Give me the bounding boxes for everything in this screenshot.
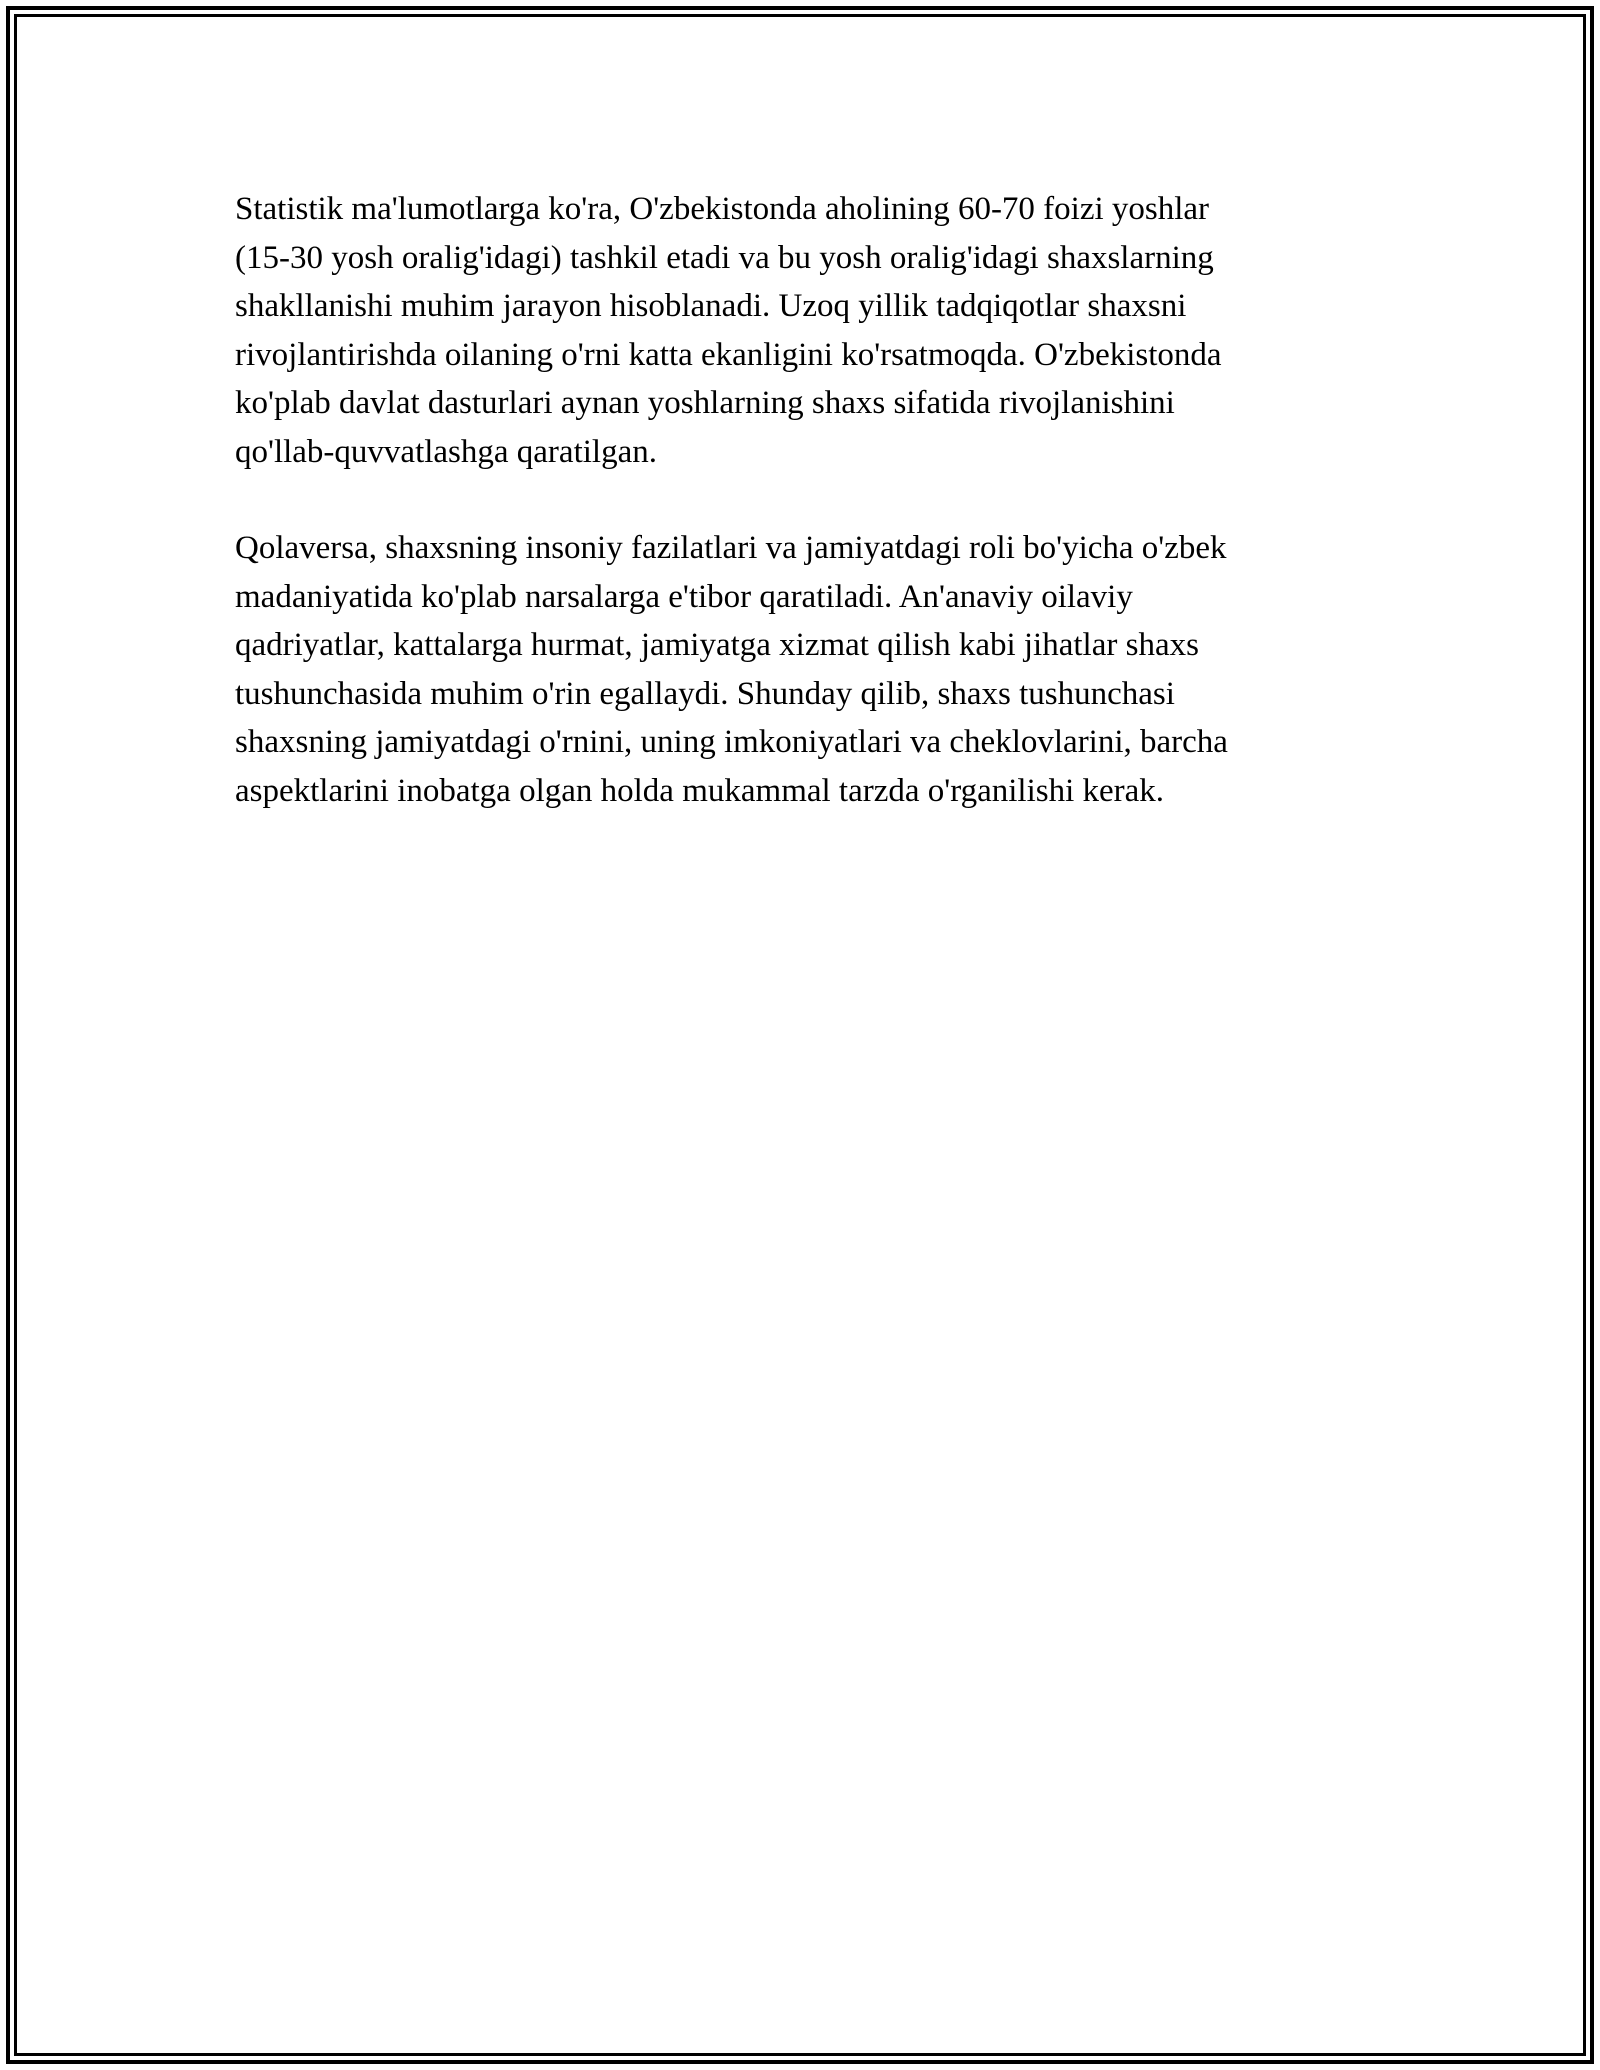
text-line: Qolaversa, shaxsning insoniy fazilatlari va jamiyatdagi roli bo'yicha o'zbek (235, 530, 1227, 566)
text-line: (15-30 yosh oralig'idagi) tashkil etadi va bu yosh oralig'idagi shaxslarning (235, 239, 1214, 276)
text-line: tushunchasida muhim o'rin egallaydi. Shunday qilib, shaxs tushunchasi (235, 675, 1175, 712)
text-line: ko'plab davlat dasturlari aynan yoshlarning shaxs sifatida rivojlanishini (235, 385, 1175, 421)
paragraph-1 (235, 185, 1355, 476)
text-line: Statistik ma'lumotlarga ko'ra, O'zbekistonda aholining 60-70 foizi yoshlar (235, 191, 1210, 227)
paragraph-2 (235, 524, 1355, 815)
text-line: shaxsning jamiyatdagi o'rnini, uning imkoniyatlari va cheklovlarini, barcha (235, 724, 1228, 760)
text-line: shakllanishi muhim jarayon hisoblanadi. Uzoq yillik tadqiqotlar shaxsni (235, 288, 1187, 324)
text-line: madaniyatida ko'plab narsalarga e'tibor qaratiladi. An'anaviy oilaviy (235, 578, 1133, 615)
document-body (235, 185, 1355, 815)
text-line: qadriyatlar, kattalarga hurmat, jamiyatga xizmat qilish kabi jihatlar shaxs (235, 627, 1199, 663)
text-line: aspektlarini inobatga olgan holda mukammal tarzda o'rganilishi kerak. (235, 772, 1165, 809)
text-line: rivojlantirishda oilaning o'rni katta ekanligini ko'rsatmoqda. O'zbekistonda (235, 336, 1222, 373)
text-line: qo'llab-quvvatlashga qaratilgan. (235, 433, 657, 470)
